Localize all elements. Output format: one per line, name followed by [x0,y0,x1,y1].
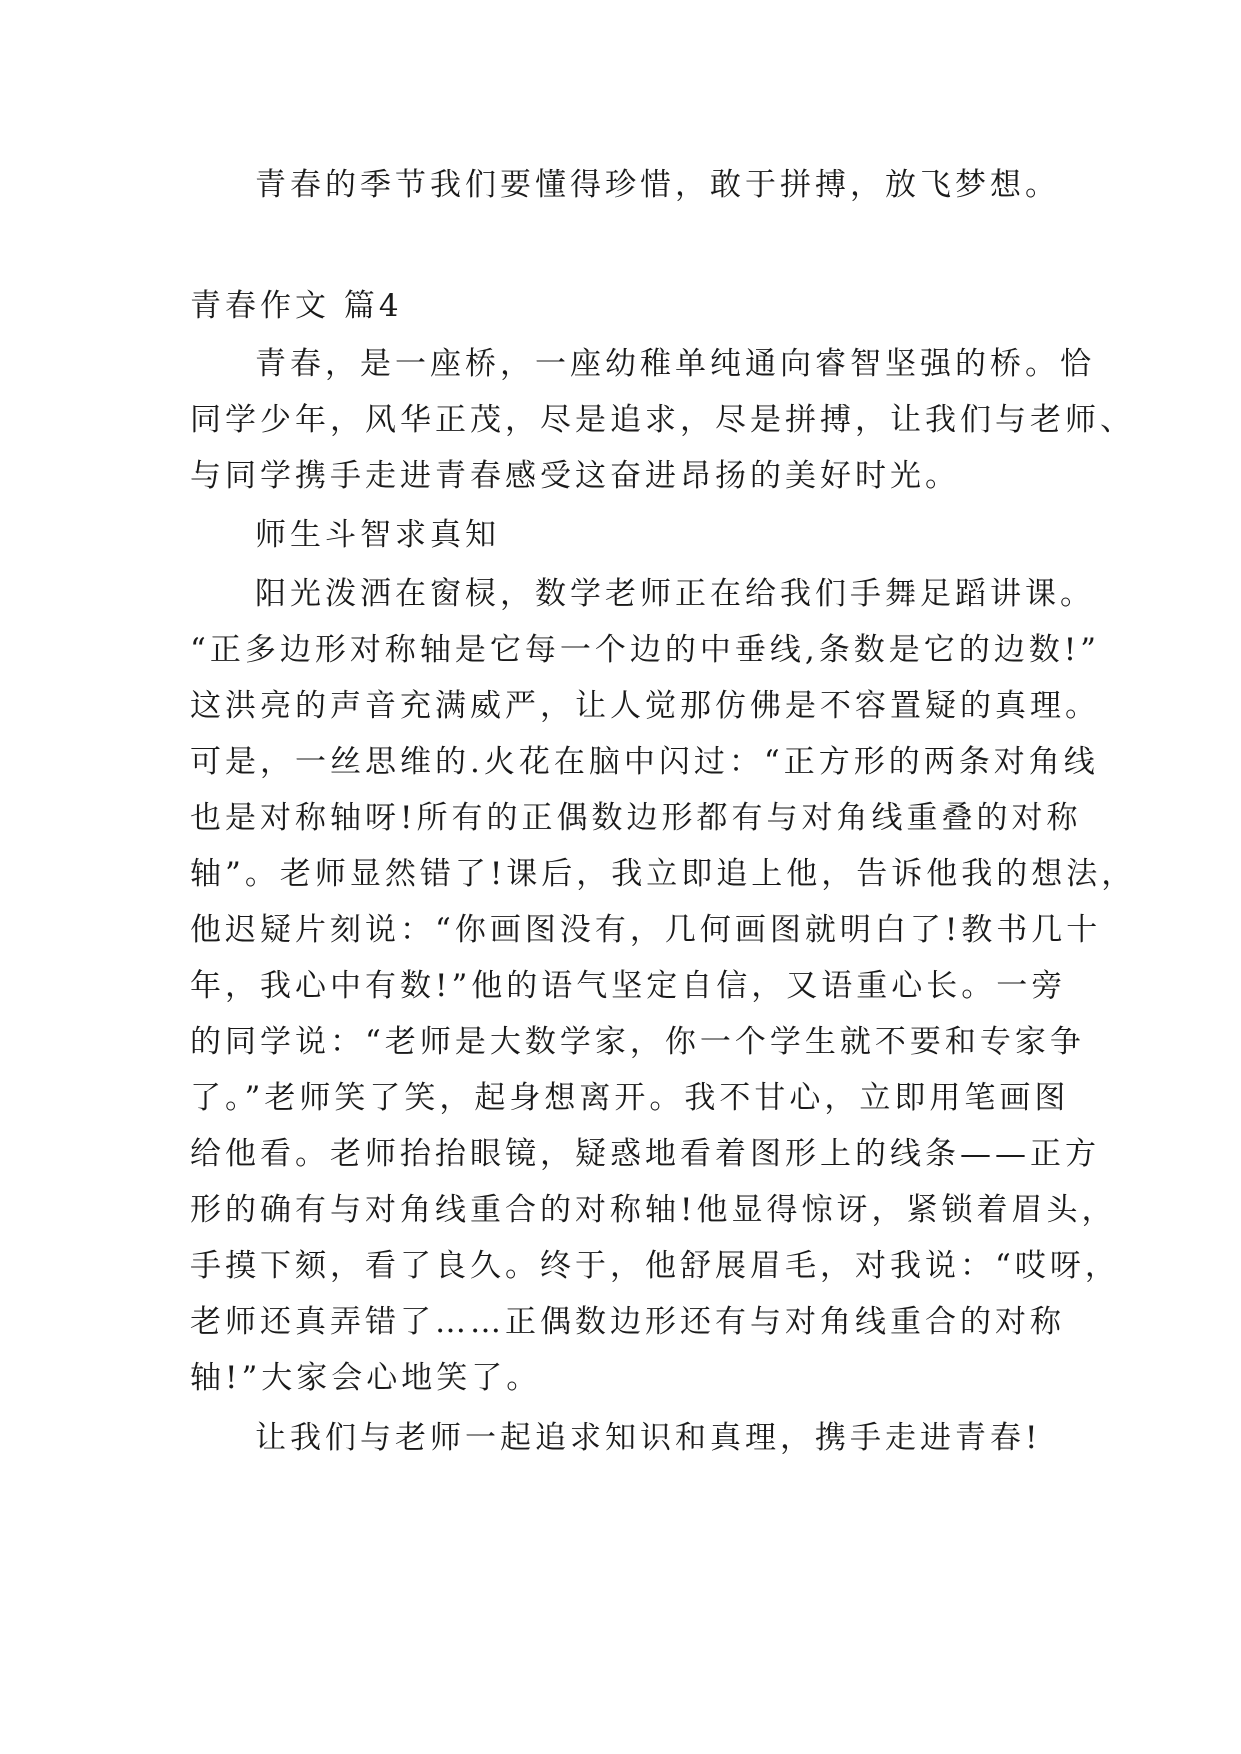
paragraph2-line: 这洪亮的声音充满威严，让人觉那仿佛是不容置疑的真理。 [190,688,1100,724]
paragraph2-line: 阳光泼洒在窗棂，数学老师正在给我们手舞足蹈讲课。 [255,576,1095,612]
paragraph2-line: 他迟疑片刻说：“你画图没有，几何画图就明白了!教书几十 [190,912,1102,948]
paragraph2-line: 手摸下颏，看了良久。终于，他舒展眉毛，对我说：“哎呀， [190,1248,1120,1284]
section-title: 青春作文 篇4 [190,288,403,324]
closing-line: 让我们与老师一起追求知识和真理，携手走进青春! [255,1420,1042,1456]
paragraph1-line: 与同学携手走进青春感受这奋进昂扬的美好时光。 [190,458,960,494]
paragraph1-line: 同学少年，风华正茂，尽是追求，尽是拼搏，让我们与老师、 [190,402,1135,438]
paragraph2-line: 给他看。老师抬抬眼镜，疑惑地看着图形上的线条——正方 [190,1136,1100,1172]
paragraph2-line: 的同学说：“老师是大数学家，你一个学生就不要和专家争 [190,1024,1085,1060]
paragraph2-line: 可是，一丝思维的.火花在脑中闪过：“正方形的两条对角线 [190,744,1099,780]
subheading: 师生斗智求真知 [255,517,500,553]
paragraph2-line: “正多边形对称轴是它每一个边的中垂线,条数是它的边数!” [190,632,1101,668]
paragraph2-line: 年，我心中有数!”他的语气坚定自信，又语重心长。一旁 [190,968,1067,1004]
paragraph2-line: 轴”。老师显然错了!课后，我立即追上他，告诉他我的想法， [190,856,1137,892]
paragraph1-line: 青春，是一座桥，一座幼稚单纯通向睿智坚强的桥。恰 [255,346,1095,382]
paragraph2-line: 也是对称轴呀!所有的正偶数边形都有与对角线重叠的对称 [190,800,1082,836]
paragraph2-line: 老师还真弄错了……正偶数边形还有与对角线重合的对称 [190,1304,1065,1340]
paragraph2-line: 轴!”大家会心地笑了。 [190,1360,542,1396]
paragraph2-line: 了。”老师笑了笑，起身想离开。我不甘心，立即用笔画图 [190,1080,1070,1116]
paragraph2-line: 形的确有与对角线重合的对称轴!他显得惊讶，紧锁着眉头， [190,1192,1117,1228]
top-line: 青春的季节我们要懂得珍惜，敢于拼搏，放飞梦想。 [255,167,1060,203]
